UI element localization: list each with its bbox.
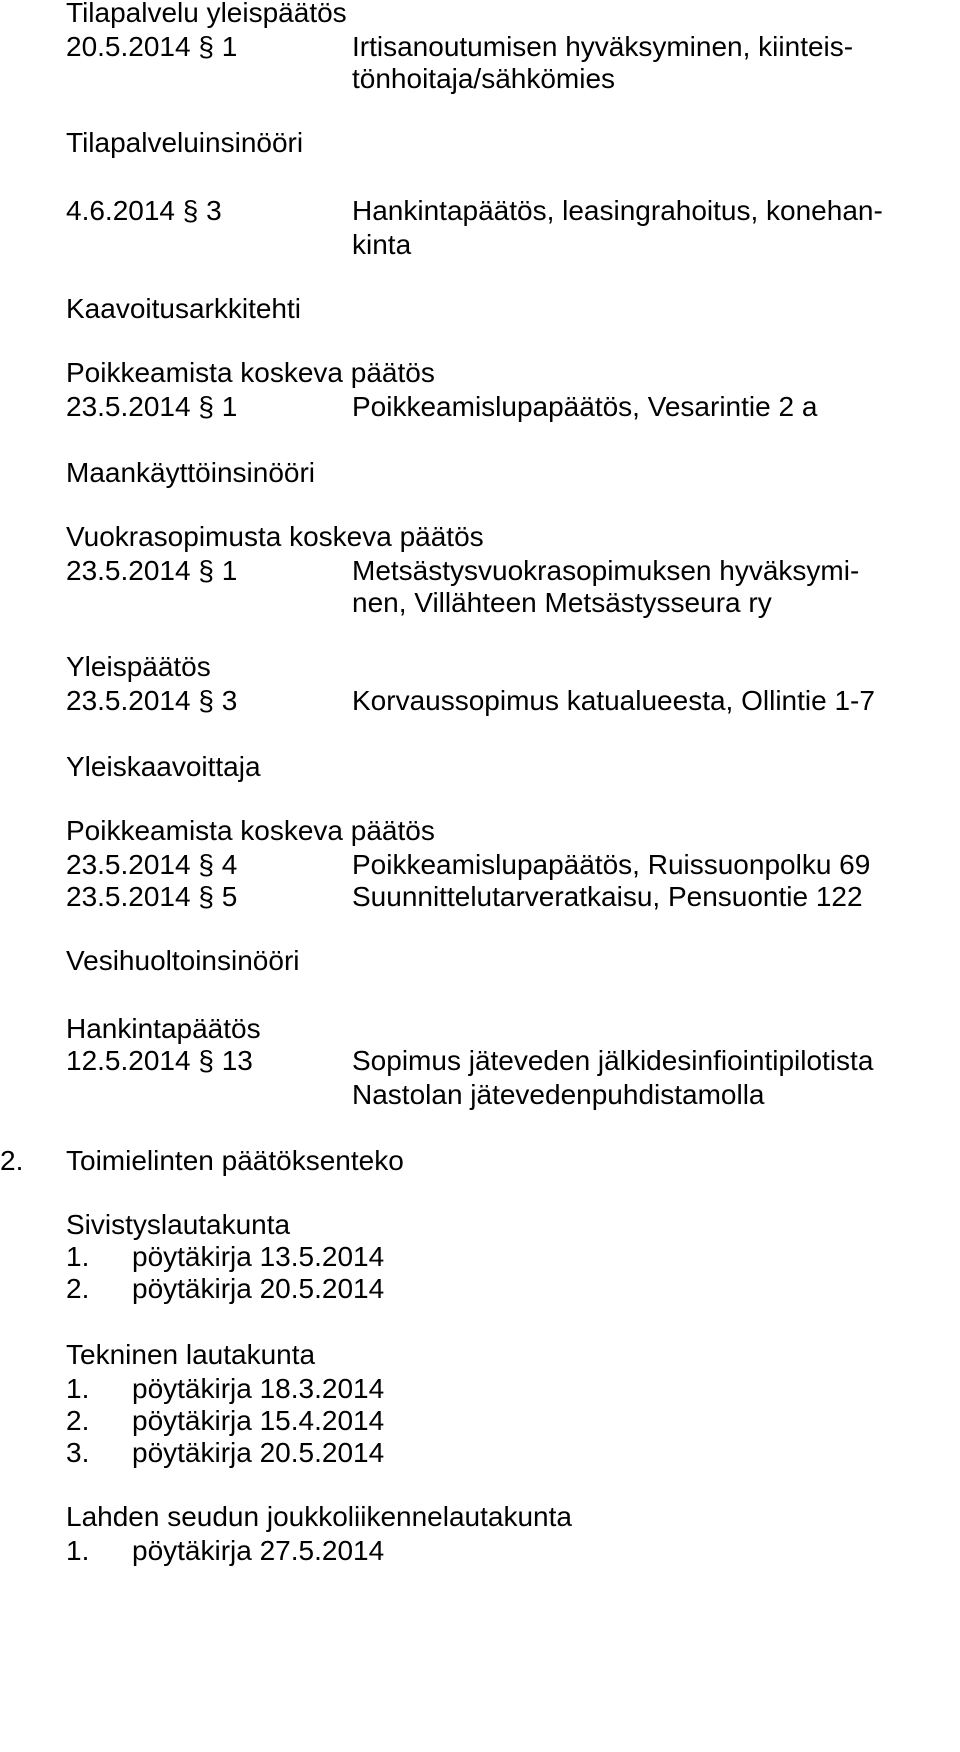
decision-date: 12.5.2014 § 13 — [66, 1045, 253, 1076]
decision-description-cont: Nastolan jätevedenpuhdistamolla — [352, 1079, 765, 1110]
decision-date: 20.5.2014 § 1 — [66, 31, 238, 62]
decision-type-heading: Vuokrasopimusta koskeva päätös — [66, 521, 484, 552]
decision-description: Poikkeamislupapäätös, Ruissuonpolku 69 — [352, 849, 871, 880]
decision-description: Irtisanoutumisen hyväksyminen, kiinteis- — [352, 31, 854, 62]
decision-date: 4.6.2014 § 3 — [66, 195, 222, 226]
minutes-item: pöytäkirja 13.5.2014 — [132, 1241, 385, 1272]
decision-description-cont: tönhoitaja/sähkömies — [352, 63, 616, 94]
minutes-item: pöytäkirja 20.5.2014 — [132, 1437, 385, 1468]
decision-date: 23.5.2014 § 1 — [66, 555, 238, 586]
decision-description: Metsästysvuokrasopimuksen hyväksymi- — [352, 555, 860, 586]
decision-description-cont: kinta — [352, 229, 412, 260]
decision-type-heading: Yleispäätös — [66, 651, 211, 682]
minutes-number: 1. — [66, 1373, 90, 1404]
section-number: 2. — [0, 1145, 24, 1176]
minutes-item: pöytäkirja 15.4.2014 — [132, 1405, 385, 1436]
decision-type-heading: Poikkeamista koskeva päätös — [66, 357, 435, 388]
board-heading: Sivistyslautakunta — [66, 1209, 291, 1240]
role-heading: Kaavoitusarkkitehti — [66, 293, 302, 324]
minutes-item: pöytäkirja 27.5.2014 — [132, 1535, 385, 1566]
decision-date: 23.5.2014 § 3 — [66, 685, 238, 716]
decision-date: 23.5.2014 § 4 — [66, 849, 238, 880]
minutes-number: 2. — [66, 1273, 90, 1304]
role-heading: Vesihuoltoinsinööri — [66, 945, 300, 976]
decision-description: Poikkeamislupapäätös, Vesarintie 2 a — [352, 391, 818, 422]
role-heading: Tilapalveluinsinööri — [66, 127, 304, 158]
decision-description: Hankintapäätös, leasingrahoitus, konehan- — [352, 195, 883, 226]
decision-type-heading: Hankintapäätös — [66, 1013, 261, 1044]
board-heading: Tekninen lautakunta — [66, 1339, 316, 1370]
minutes-number: 3. — [66, 1437, 90, 1468]
board-heading: Lahden seudun joukkoliikennelautakunta — [66, 1501, 572, 1532]
decision-description: Korvaussopimus katualueesta, Ollintie 1-7 — [352, 685, 875, 716]
decision-date: 23.5.2014 § 5 — [66, 881, 238, 912]
minutes-number: 2. — [66, 1405, 90, 1436]
minutes-item: pöytäkirja 18.3.2014 — [132, 1373, 385, 1404]
role-heading: Yleiskaavoittaja — [66, 751, 261, 782]
section-title: Toimielinten päätöksenteko — [66, 1145, 404, 1176]
minutes-number: 1. — [66, 1241, 90, 1272]
decision-description-cont: nen, Villähteen Metsästysseura ry — [352, 587, 772, 618]
minutes-item: pöytäkirja 20.5.2014 — [132, 1273, 385, 1304]
decision-type-heading: Poikkeamista koskeva päätös — [66, 815, 435, 846]
heading-tilapalvelu-yleispaatos: Tilapalvelu yleispäätös — [66, 0, 347, 28]
decision-description: Suunnittelutarveratkaisu, Pensuontie 122 — [352, 881, 863, 912]
role-heading: Maankäyttöinsinööri — [66, 457, 316, 488]
minutes-number: 1. — [66, 1535, 90, 1566]
decision-description: Sopimus jäteveden jälkidesinfiointipilotista — [352, 1045, 874, 1076]
decision-date: 23.5.2014 § 1 — [66, 391, 238, 422]
